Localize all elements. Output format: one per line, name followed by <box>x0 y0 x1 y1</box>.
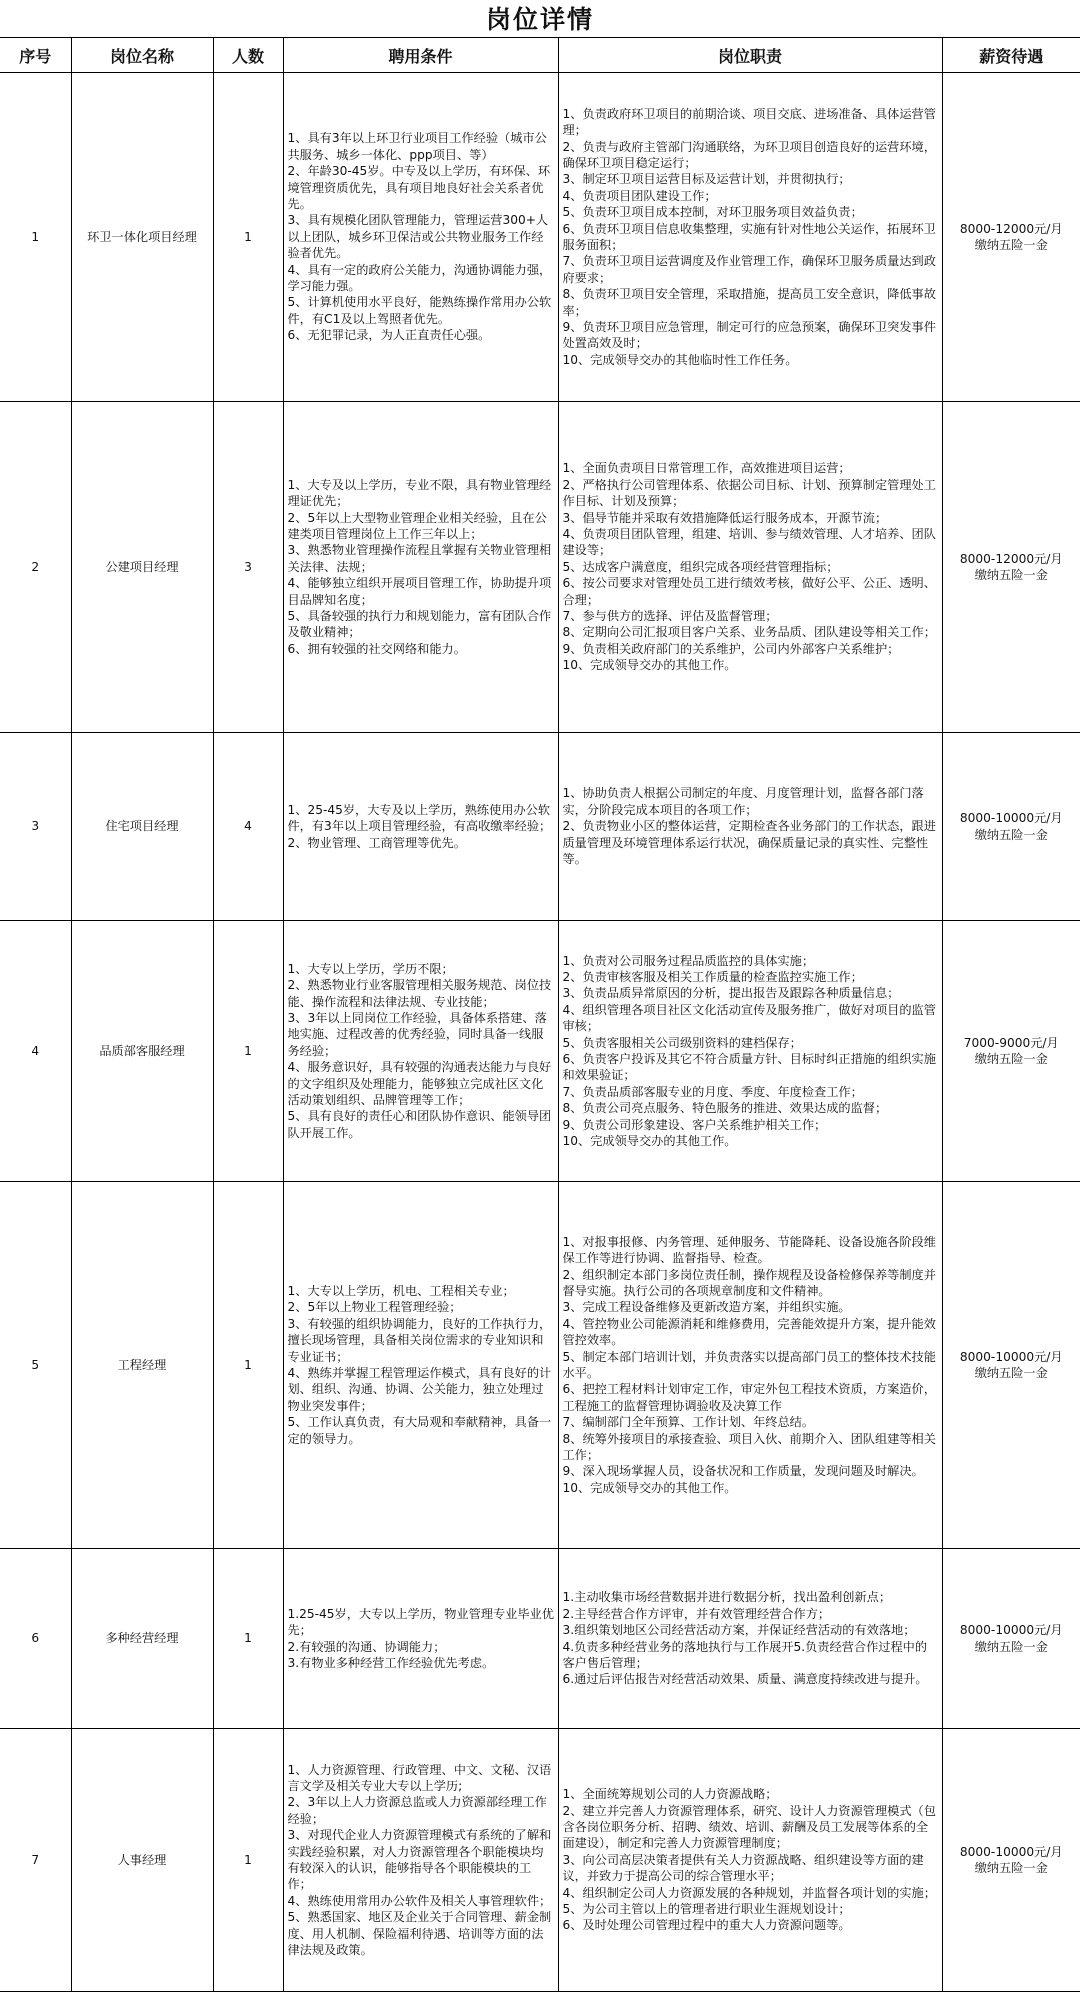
requirement-item: 1.25-45岁，大专以上学历，物业管理专业毕业优先； <box>288 1606 555 1639</box>
duty-item: 3、负责品质异常原因的分析，提出报告及跟踪各种质量信息； <box>563 985 939 1001</box>
requirement-item: 6、拥有较强的社交网络和能力。 <box>288 641 555 657</box>
duties-cell <box>558 1729 942 1992</box>
duty-item: 9、深入现场掌握人员，设备状况和工作质量，发现问题及时解决。 <box>563 1463 939 1479</box>
salary-cell <box>942 1549 1080 1729</box>
row-number: 2 <box>0 402 71 733</box>
duty-item: 1、负责对公司服务过程品质监控的具体实施； <box>563 953 939 969</box>
duty-item: 6、负责客户投诉及其它不符合质量方针、目标时纠正措施的组织实施和效果验证； <box>563 1051 939 1084</box>
table-header-row <box>0 38 1080 73</box>
duty-item: 6、把控工程材料计划审定工作，审定外包工程技术资质，方案造价，工程施工的监督管理协调验收及决算工作 <box>563 1381 939 1414</box>
position-name: 环卫一体化项目经理 <box>71 73 213 402</box>
row-number: 5 <box>0 1182 71 1549</box>
salary-benefits: 缴纳五险一金 <box>943 567 1080 583</box>
requirement-item: 2.有较强的沟通、协调能力； <box>288 1639 555 1655</box>
salary-range: 8000-10000元/月 <box>943 1622 1080 1638</box>
header-duties: 岗位职责 <box>558 38 942 73</box>
duty-item: 10、完成领导交办的其他工作。 <box>563 1480 939 1496</box>
headcount: 1 <box>213 921 283 1182</box>
requirement-item: 2、年龄30-45岁。中专及以上学历，有环保、环境管理资质优先，具有项目地良好社会关系者优先。 <box>288 163 555 212</box>
requirement-item: 5、熟悉国家、地区及企业关于合同管理、薪金制度、用人机制、保险福利待遇、培训等方面的法律法规及政策。 <box>288 1909 555 1958</box>
duty-item: 1、负责政府环卫项目的前期洽谈、项目交底、进场准备、具体运营管理； <box>563 106 939 139</box>
requirement-item: 5、具有良好的责任心和团队协作意识、能领导团队开展工作。 <box>288 1108 555 1141</box>
requirement-item: 3.有物业多种经营工作经验优先考虑。 <box>288 1655 555 1671</box>
requirement-item: 4、服务意识好，具有较强的沟通表达能力与良好的文字组织及处理能力，能够独立完成社区文化活动策划组织、品牌管理等工作； <box>288 1059 555 1108</box>
duty-item: 4、组织管理各项目社区文化活动宣传及服务推广，做好对项目的监管审核； <box>563 1002 939 1035</box>
salary-cell <box>942 921 1080 1182</box>
duty-item: 9、负责相关政府部门的关系维护，公司内外部客户关系维护； <box>563 641 939 657</box>
requirement-item: 1、具有3年以上环卫行业项目工作经验（城市公共服务、城乡一体化、ppp项目、等） <box>288 130 555 163</box>
salary-range: 8000-10000元/月 <box>943 1844 1080 1860</box>
salary-benefits: 缴纳五险一金 <box>943 1051 1080 1067</box>
headcount: 1 <box>213 1729 283 1992</box>
requirement-item: 6、无犯罪记录，为人正直责任心强。 <box>288 327 555 343</box>
duty-item: 7、参与供方的选择、评估及监督管理； <box>563 608 939 624</box>
requirement-item: 3、3年以上同岗位工作经验，具备体系搭建、落地实施、过程改善的优秀经验，同时具备一线服务经验； <box>288 1010 555 1059</box>
salary-range: 8000-10000元/月 <box>943 810 1080 826</box>
duty-item: 3.组织策划地区公司经营活动方案，并保证经营活动的有效落地； <box>563 1622 939 1638</box>
requirement-item: 4、具有一定的政府公关能力，沟通协调能力强，学习能力强。 <box>288 262 555 295</box>
row-number: 7 <box>0 1729 71 1992</box>
position-name: 工程经理 <box>71 1182 213 1549</box>
duties-cell <box>558 921 942 1182</box>
job-details-table <box>0 38 1080 1992</box>
duty-item: 5、为公司主管以上的管理者进行职业生涯规划设计； <box>563 1901 939 1917</box>
duties-cell <box>558 73 942 402</box>
salary-cell <box>942 733 1080 921</box>
duty-item: 5、制定本部门培训计划，并负责落实以提高部门员工的整体技术技能水平。 <box>563 1349 939 1382</box>
duty-item: 8、定期向公司汇报项目客户关系、业务品质、团队建设等相关工作； <box>563 624 939 640</box>
table-row <box>0 73 1080 402</box>
duty-item: 2、建立并完善人力资源管理体系，研究、设计人力资源管理模式（包含各岗位职务分析、招聘、绩效、培训、薪酬及员工发展等体系的全面建设），制定和完善人力资源管理制度； <box>563 1803 939 1852</box>
duty-item: 6.通过后评估报告对经营活动效果、质量、满意度持续改进与提升。 <box>563 1671 939 1687</box>
row-number: 3 <box>0 733 71 921</box>
requirement-item: 4、能够独立组织开展项目管理工作，协助提升项目品牌知名度； <box>288 575 555 608</box>
duty-item: 1.主动收集市场经营数据并进行数据分析，找出盈利创新点； <box>563 1589 939 1605</box>
duty-item: 4、负责项目团队建设工作； <box>563 188 939 204</box>
header-requirements: 聘用条件 <box>283 38 558 73</box>
duty-item: 9、负责公司形象建设、客户关系维护相关工作； <box>563 1117 939 1133</box>
salary-range: 7000-9000元/月 <box>943 1035 1080 1051</box>
requirement-item: 2、熟悉物业行业客服管理相关服务规范、岗位技能、操作流程和法律法规、专业技能； <box>288 977 555 1010</box>
duty-item: 2.主导经营合作方评审，并有效管理经营合作方； <box>563 1606 939 1622</box>
duty-item: 2、严格执行公司管理体系、依据公司目标、计划、预算制定管理处工作目标、计划及预算； <box>563 477 939 510</box>
requirement-item: 2、5年以上物业工程管理经验； <box>288 1299 555 1315</box>
duty-item: 3、制定环卫项目运营目标及运营计划，并贯彻执行； <box>563 171 939 187</box>
salary-range: 8000-12000元/月 <box>943 221 1080 237</box>
duty-item: 6、及时处理公司管理过程中的重大人力资源问题等。 <box>563 1917 939 1933</box>
salary-benefits: 缴纳五险一金 <box>943 1365 1080 1381</box>
requirement-item: 5、工作认真负责，有大局观和奉献精神，具备一定的领导力。 <box>288 1414 555 1447</box>
duty-item: 3、向公司高层决策者提供有关人力资源战略、组织建设等方面的建议，并致力于提高公司的综合管理水平； <box>563 1852 939 1885</box>
duty-item: 10、完成领导交办的其他临时性工作任务。 <box>563 352 939 368</box>
requirement-item: 4、熟练使用常用办公软件及相关人事管理软件； <box>288 1893 555 1909</box>
duty-item: 7、编制部门全年预算、工作计划、年终总结。 <box>563 1414 939 1430</box>
duty-item: 3、倡导节能并采取有效措施降低运行服务成本，开源节流； <box>563 510 939 526</box>
duties-cell <box>558 1549 942 1729</box>
duty-item: 1、对报事报修、内务管理、延伸服务、节能降耗、设备设施各阶段维保工作等进行协调、监督指导、检查。 <box>563 1234 939 1267</box>
requirement-item: 2、5年以上大型物业管理企业相关经验，且在公建类项目管理岗位上工作三年以上； <box>288 510 555 543</box>
header-position: 岗位名称 <box>71 38 213 73</box>
table-row <box>0 1182 1080 1549</box>
duties-cell <box>558 402 942 733</box>
duty-item: 7、负责品质部客服专业的月度、季度、年度检查工作； <box>563 1084 939 1100</box>
position-name: 多种经营经理 <box>71 1549 213 1729</box>
position-name: 住宅项目经理 <box>71 733 213 921</box>
salary-benefits: 缴纳五险一金 <box>943 1639 1080 1655</box>
duties-cell <box>558 733 942 921</box>
duty-item: 6、负责环卫项目信息收集整理，实施有针对性地公关运作，拓展环卫服务面积； <box>563 221 939 254</box>
header-count: 人数 <box>213 38 283 73</box>
table-row <box>0 1549 1080 1729</box>
requirement-item: 5、具备较强的执行力和规划能力，富有团队合作及敬业精神； <box>288 608 555 641</box>
duty-item: 6、按公司要求对管理处员工进行绩效考核，做好公平、公正、透明、合理； <box>563 575 939 608</box>
duty-item: 5、负责客服相关公司级别资料的建档保存； <box>563 1035 939 1051</box>
duty-item: 1、全面统筹规划公司的人力资源战略； <box>563 1786 939 1802</box>
header-salary: 薪资待遇 <box>942 38 1080 73</box>
duties-cell <box>558 1182 942 1549</box>
table-row <box>0 921 1080 1182</box>
salary-range: 8000-12000元/月 <box>943 551 1080 567</box>
headcount: 1 <box>213 1182 283 1549</box>
headcount: 3 <box>213 402 283 733</box>
duty-item: 1、协助负责人根据公司制定的年度、月度管理计划，监督各部门落实，分阶段完成本项目的各项工作； <box>563 785 939 818</box>
duty-item: 4、组织制定公司人力资源发展的各种规划，并监督各项计划的实施； <box>563 1885 939 1901</box>
duty-item: 2、组织制定本部门多岗位责任制，操作规程及设备检修保养等制度并督导实施。执行公司的各项规章制度和文件精神。 <box>563 1267 939 1300</box>
requirement-item: 1、人力资源管理、行政管理、中文、文秘、汉语言文学及相关专业大专以上学历; <box>288 1762 555 1795</box>
requirements-cell <box>283 73 558 402</box>
page-title: 岗位详情 <box>0 0 1080 38</box>
headcount: 4 <box>213 733 283 921</box>
requirement-item: 3、对现代企业人力资源管理模式有系统的了解和实践经验积累，对人力资源管理各个职能模块均有较深入的认识，能够指导各个职能模块的工作； <box>288 1827 555 1893</box>
headcount: 1 <box>213 1549 283 1729</box>
requirement-item: 3、有较强的组织协调能力，良好的工作执行力，擅长现场管理，具备相关岗位需求的专业知识和专业证书； <box>288 1316 555 1365</box>
salary-cell <box>942 1729 1080 1992</box>
duty-item: 4.负责多种经营业务的落地执行与工作展开5.负责经营合作过程中的客户售后管理； <box>563 1639 939 1672</box>
row-number: 1 <box>0 73 71 402</box>
duty-item: 5、达成客户满意度，组织完成各项经营管理指标； <box>563 559 939 575</box>
duty-item: 9、负责环卫项目应急管理，制定可行的应急预案，确保环卫突发事件处置高效及时； <box>563 319 939 352</box>
duty-item: 10、完成领导交办的其他工作。 <box>563 657 939 673</box>
duty-item: 4、负责项目团队管理，组建、培训、参与绩效管理、人才培养、团队建设等； <box>563 526 939 559</box>
headcount: 1 <box>213 73 283 402</box>
row-number: 6 <box>0 1549 71 1729</box>
requirement-item: 1、大专及以上学历，专业不限，具有物业管理经理证优先； <box>288 477 555 510</box>
requirement-item: 1、大专以上学历，机电、工程相关专业； <box>288 1283 555 1299</box>
salary-cell <box>942 73 1080 402</box>
position-name: 品质部客服经理 <box>71 921 213 1182</box>
row-number: 4 <box>0 921 71 1182</box>
duty-item: 3、完成工程设备维修及更新改造方案，并组织实施。 <box>563 1299 939 1315</box>
requirements-cell <box>283 921 558 1182</box>
position-name: 公建项目经理 <box>71 402 213 733</box>
duty-item: 8、负责环卫项目安全管理，采取措施，提高员工安全意识，降低事故率； <box>563 286 939 319</box>
requirement-item: 1、大专以上学历，学历不限； <box>288 961 555 977</box>
requirement-item: 3、熟悉物业管理操作流程且掌握有关物业管理相关法律、法规； <box>288 542 555 575</box>
salary-cell <box>942 402 1080 733</box>
requirement-item: 1、25-45岁，大专及以上学历，熟练使用办公软件，有3年以上项目管理经验，有高收缴率经验； <box>288 802 555 835</box>
table-row <box>0 1729 1080 1992</box>
requirement-item: 3、具有规模化团队管理能力，管理运营300+人以上团队，城乡环卫保洁或公共物业服务工作经验者优先。 <box>288 212 555 261</box>
table-row <box>0 402 1080 733</box>
duty-item: 2、负责物业小区的整体运营，定期检查各业务部门的工作状态，跟进质量管理及环境管理体系运行状况，确保质量记录的真实性、完整性等。 <box>563 818 939 867</box>
requirements-cell <box>283 1549 558 1729</box>
salary-range: 8000-10000元/月 <box>943 1349 1080 1365</box>
requirement-item: 2、物业管理、工商管理等优先。 <box>288 835 555 851</box>
requirements-cell <box>283 733 558 921</box>
duty-item: 7、负责环卫项目运营调度及作业管理工作，确保环卫服务质量达到政府要求； <box>563 253 939 286</box>
salary-benefits: 缴纳五险一金 <box>943 237 1080 253</box>
requirement-item: 4、熟练并掌握工程管理运作模式，具有良好的计划、组织、沟通、协调、公关能力，独立处理过物业突发事件； <box>288 1365 555 1414</box>
requirement-item: 5、计算机使用水平良好，能熟练操作常用办公软件，有C1及以上驾照者优先。 <box>288 294 555 327</box>
salary-benefits: 缴纳五险一金 <box>943 827 1080 843</box>
duty-item: 2、负责审核客服及相关工作质量的检查监控实施工作； <box>563 969 939 985</box>
duty-item: 2、负责与政府主管部门沟通联络，为环卫项目创造良好的运营环境，确保环卫项目稳定运行； <box>563 139 939 172</box>
requirements-cell <box>283 402 558 733</box>
duty-item: 8、负责公司亮点服务、特色服务的推进、效果达成的监督； <box>563 1100 939 1116</box>
requirement-item: 2、3年以上人力资源总监或人力资源部经理工作经验； <box>288 1794 555 1827</box>
duty-item: 5、负责环卫项目成本控制，对环卫服务项目效益负责； <box>563 204 939 220</box>
table-row <box>0 733 1080 921</box>
position-name: 人事经理 <box>71 1729 213 1992</box>
requirements-cell <box>283 1182 558 1549</box>
duty-item: 10、完成领导交办的其他工作。 <box>563 1133 939 1149</box>
duty-item: 4、管控物业公司能源消耗和维修费用，完善能效提升方案，提升能效管控效率。 <box>563 1316 939 1349</box>
salary-cell <box>942 1182 1080 1549</box>
header-number: 序号 <box>0 38 71 73</box>
duty-item: 1、全面负责项目日常管理工作，高效推进项目运营； <box>563 460 939 476</box>
salary-benefits: 缴纳五险一金 <box>943 1860 1080 1876</box>
duty-item: 8、统筹外接项目的承接查验、项目入伙、前期介入、团队组建等相关工作； <box>563 1431 939 1464</box>
requirements-cell <box>283 1729 558 1992</box>
